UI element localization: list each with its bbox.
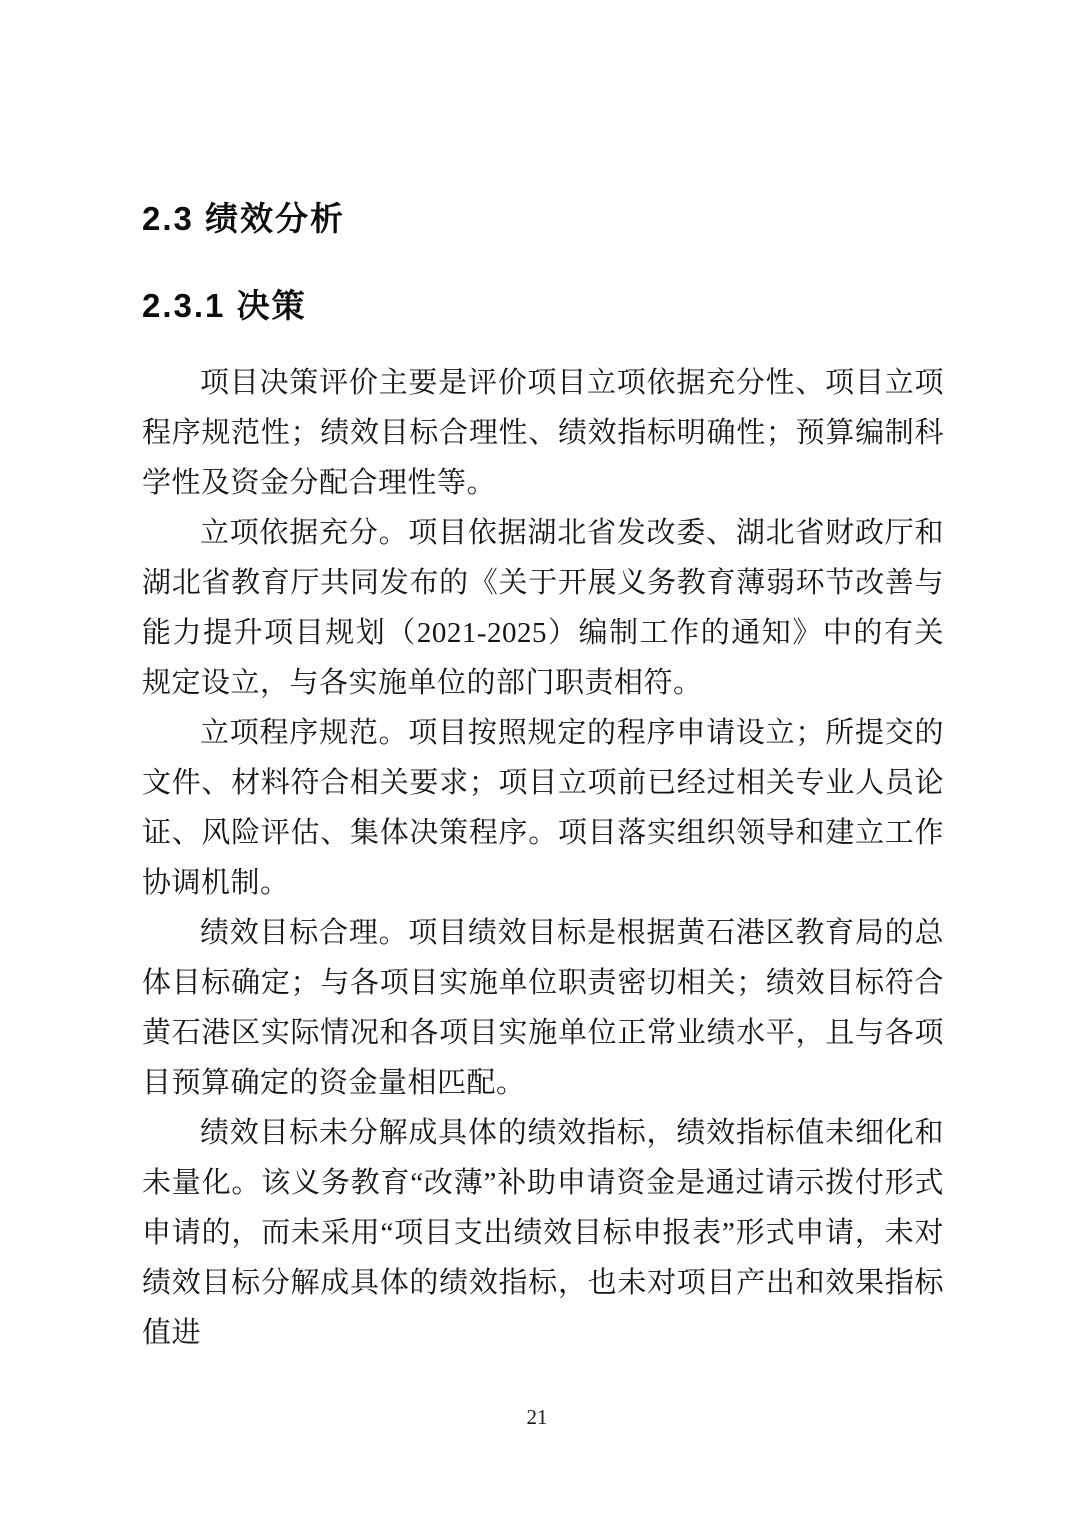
page-number: 21 bbox=[526, 1405, 548, 1429]
section-heading: 2.3 绩效分析 bbox=[142, 200, 346, 237]
paragraph-3: 立项程序规范。项目按照规定的程序申请设立；所提交的文件、材料符合相关要求；项目立项前已经过相关专业人员论证、风险评估、集体决策程序。项目落实组织领导和建立工作协调机制。 bbox=[142, 717, 944, 899]
paragraph-1: 项目决策评价主要是评价项目立项依据充分性、项目立项程序规范性；绩效目标合理性、绩效指标明确性；预算编制科学性及资金分配合理性等。 bbox=[142, 367, 944, 499]
paragraph-4: 绩效目标合理。项目绩效目标是根据黄石港区教育局的总体目标确定；与各项目实施单位职责密切相关；绩效目标符合黄石港区实际情况和各项目实施单位正常业绩水平，且与各项目预算确定的资金量相匹配。 bbox=[142, 917, 944, 1099]
document-content bbox=[142, 200, 944, 1358]
subsection-heading: 2.3.1 决策 bbox=[142, 287, 307, 324]
paragraph-2: 立项依据充分。项目依据湖北省发改委、湖北省财政厅和湖北省教育厅共同发布的《关于开展义务教育薄弱环节改善与能力提升项目规划（2021-2025）编制工作的通知》中的有关规定设立，与各实施单位的部门职责相符。 bbox=[142, 517, 944, 699]
body-text bbox=[142, 358, 944, 1358]
page-footer bbox=[0, 1405, 1074, 1430]
paragraph-5: 绩效目标未分解成具体的绩效指标，绩效指标值未细化和未量化。该义务教育“改薄”补助申请资金是通过请示拨付形式申请的，而未采用“项目支出绩效目标申报表”形式申请，未对绩效目标分解成具体的绩效指标，也未对项目产出和效果指标值进 bbox=[142, 1117, 944, 1349]
